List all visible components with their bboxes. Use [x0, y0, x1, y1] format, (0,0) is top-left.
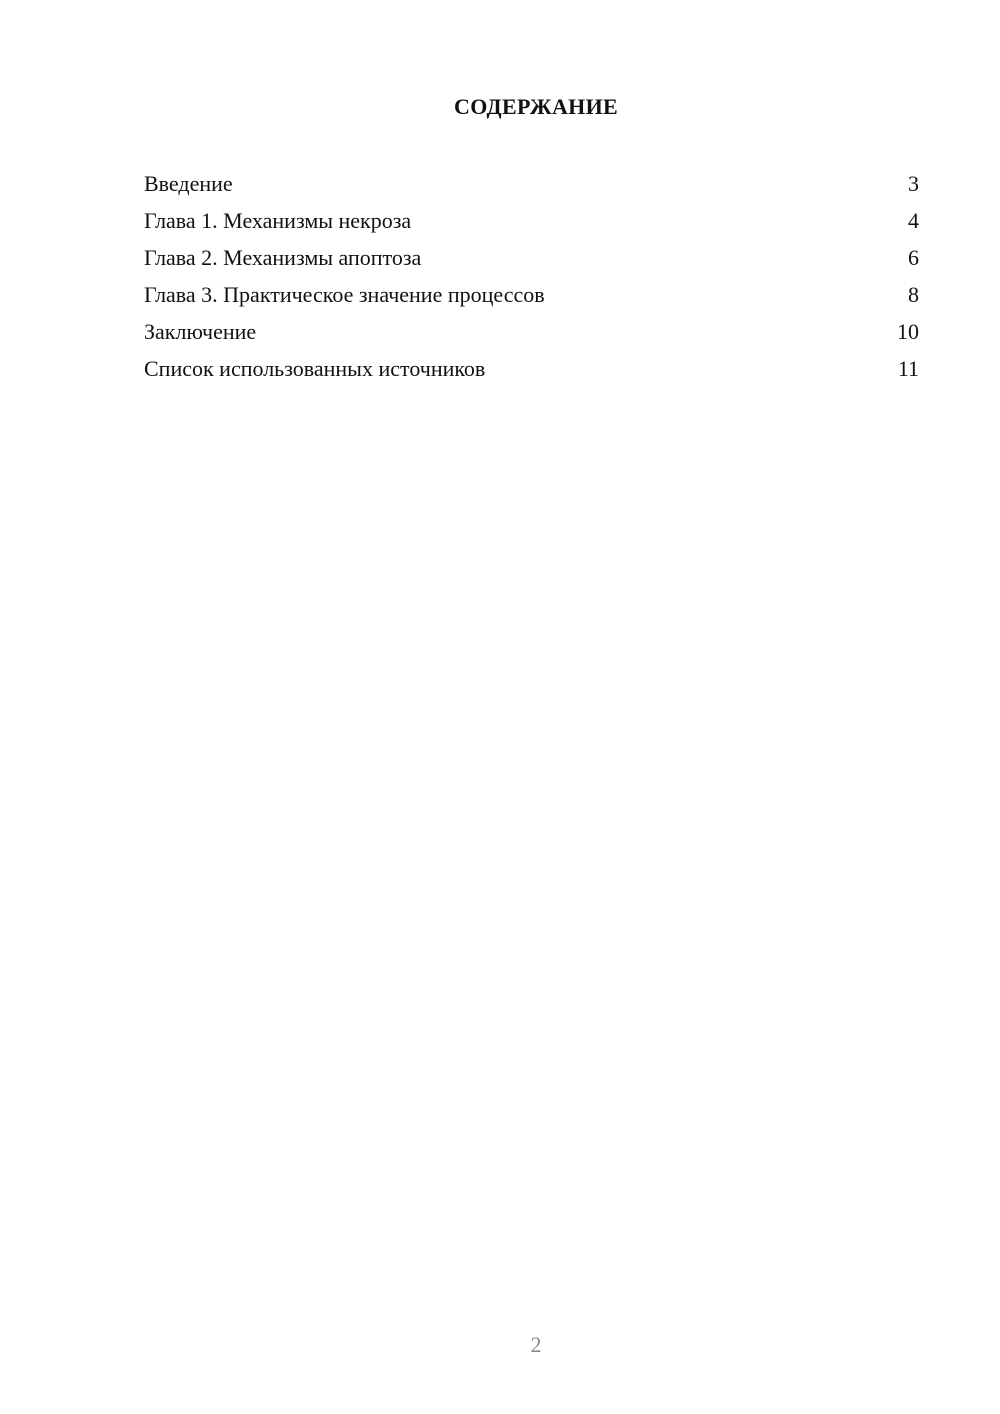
toc-entry-conclusion	[144, 317, 919, 354]
toc-entry-page: 8	[908, 282, 919, 307]
toc-entry-page: 3	[908, 171, 919, 196]
toc-entry-label: Глава 3. Практическое значение процессов	[144, 282, 545, 307]
toc-entry-label: Глава 1. Механизмы некроза	[144, 208, 412, 233]
page-number: 2	[530, 1332, 542, 1357]
toc-entry-label: Заключение	[144, 319, 257, 344]
toc-entry-chapter-1	[144, 206, 919, 243]
toc-entry-page: 6	[908, 245, 919, 270]
toc-entry-label: Список использованных источников	[144, 356, 486, 381]
toc-entry-references	[144, 354, 919, 391]
table-of-contents	[144, 169, 919, 391]
toc-entry-chapter-3	[144, 280, 919, 317]
toc-entry-page: 10	[897, 319, 919, 344]
toc-entry-chapter-2	[144, 243, 919, 280]
toc-entry-page: 11	[897, 356, 919, 381]
toc-entry-label: Глава 2. Механизмы апоптоза	[144, 245, 422, 270]
page-title: СОДЕРЖАНИЕ	[454, 94, 618, 119]
toc-entry-page: 4	[908, 208, 919, 233]
toc-entry-introduction	[144, 169, 919, 206]
toc-entry-label: Введение	[144, 171, 233, 196]
